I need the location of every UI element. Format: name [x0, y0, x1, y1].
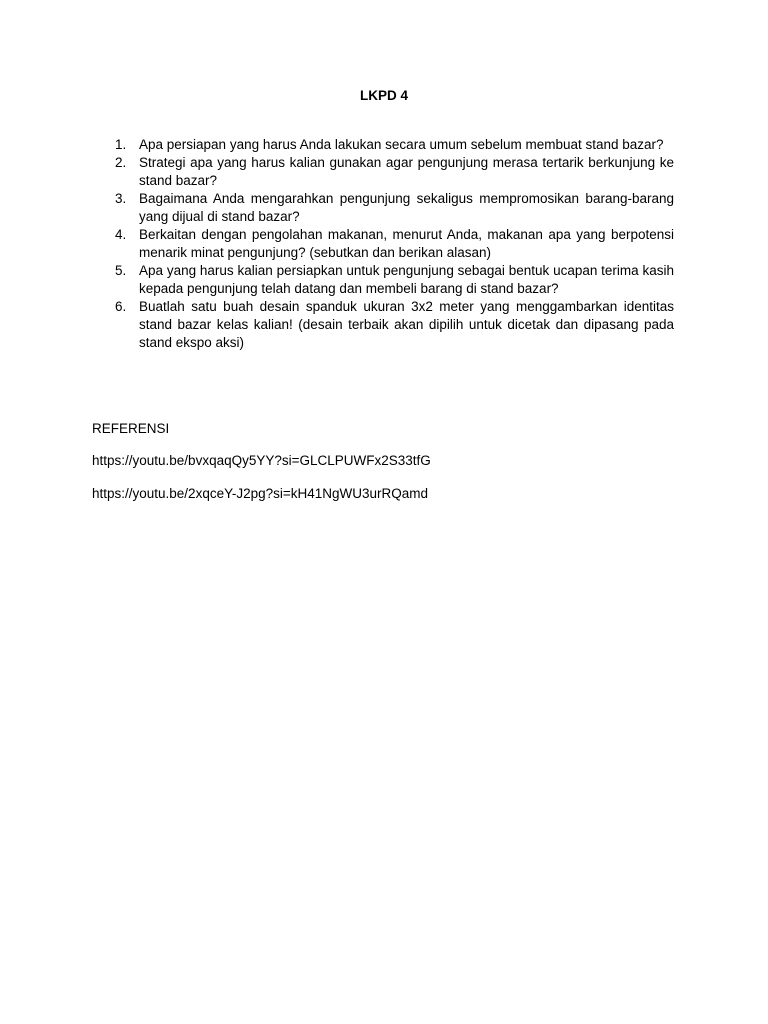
question-item-1: [92, 136, 674, 154]
question-item-6: [92, 298, 674, 352]
question-item-2: [92, 154, 674, 190]
references-heading: REFERENSI: [92, 421, 170, 436]
question-number: 3.: [115, 191, 127, 206]
question-list: [92, 136, 674, 352]
question-number: 4.: [115, 227, 127, 242]
question-text: Berkaitan dengan pengolahan makanan, menurut Anda, makanan apa yang berpotensi menarik minat pengunjung? (sebutkan dan berikan alasan): [139, 227, 674, 260]
question-text: Apa persiapan yang harus Anda lakukan secara umum sebelum membuat stand bazar?: [139, 137, 664, 152]
question-item-4: [92, 226, 674, 262]
question-number: 2.: [115, 155, 127, 170]
question-number: 6.: [115, 299, 127, 314]
question-item-5: [92, 262, 674, 298]
question-text: Strategi apa yang harus kalian gunakan agar pengunjung merasa tertarik berkunjung ke stand bazar?: [139, 155, 674, 188]
question-text: Apa yang harus kalian persiapkan untuk pengunjung sebagai bentuk ucapan terima kasih kepada pengunjung telah datang dan membeli barang di stand bazar?: [139, 263, 674, 296]
question-number: 5.: [115, 263, 127, 278]
question-item-3: [92, 190, 674, 226]
reference-link-2[interactable]: https://youtu.be/2xqceY-J2pg?si=kH41NgWU3urRQamd: [92, 486, 429, 501]
question-number: 1.: [115, 137, 127, 152]
reference-link-1[interactable]: https://youtu.be/bvxqaqQy5YY?si=GLCLPUWFx2S33tfG: [92, 453, 431, 468]
question-text: Buatlah satu buah desain spanduk ukuran 3x2 meter yang menggambarkan identitas stand bazar kelas kalian! (desain terbaik akan dipilih untuk dicetak dan dipasang pada stand ekspo aksi): [139, 299, 674, 350]
question-text: Bagaimana Anda mengarahkan pengunjung sekaligus mempromosikan barang-barang yang dijual di stand bazar?: [139, 191, 674, 224]
document-title: LKPD 4: [359, 88, 408, 103]
